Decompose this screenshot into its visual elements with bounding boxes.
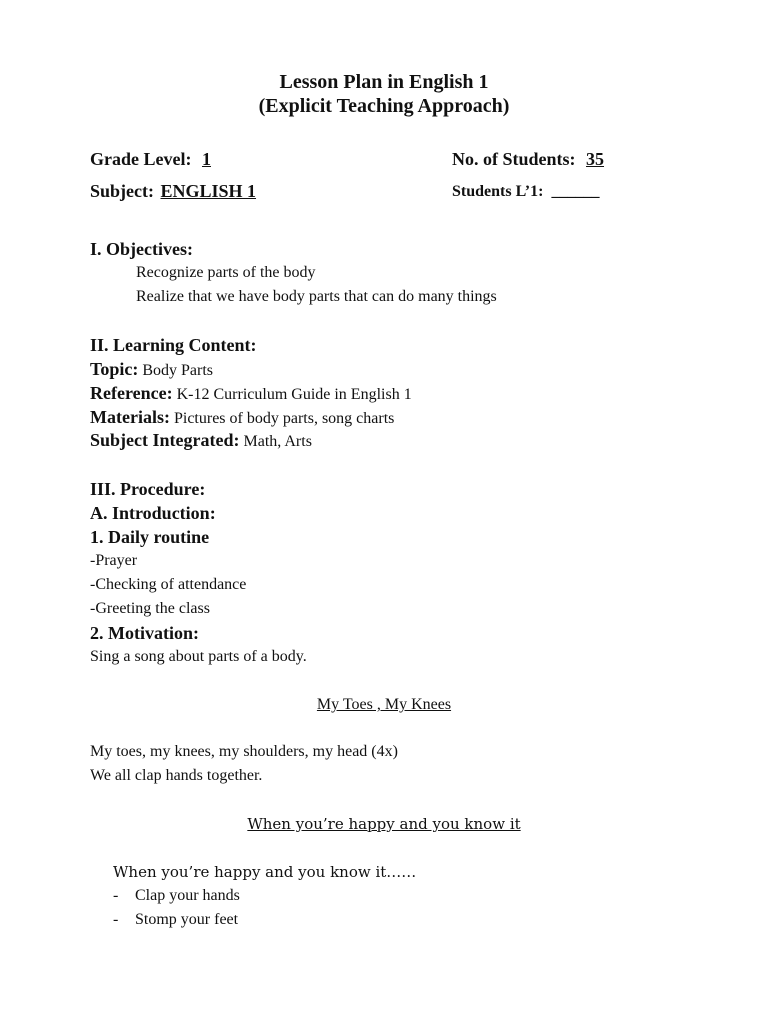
students-l1-label: Students L’1:: [452, 183, 544, 200]
reference-label: Reference:: [90, 383, 173, 403]
grade-level-label: Grade Level:: [90, 149, 192, 169]
no-of-students-row: [452, 149, 604, 169]
document-subtitle: (Explicit Teaching Approach): [258, 95, 510, 117]
subject-integrated-row: [90, 430, 312, 452]
objective-item: Recognize parts of the body: [136, 264, 316, 281]
routine-item: -Checking of attendance: [90, 576, 247, 593]
objectives-heading: I. Objectives:: [90, 239, 193, 259]
list-item: - Clap your hands: [113, 887, 240, 904]
dash-bullet: -: [113, 887, 119, 904]
document-title: Lesson Plan in English 1: [279, 71, 489, 93]
procedure-heading: III. Procedure:: [90, 479, 206, 499]
introduction-heading: A. Introduction:: [90, 503, 216, 523]
materials-row: [90, 407, 394, 429]
dash-bullet: -: [113, 911, 119, 928]
subject-integrated-label: Subject Integrated:: [90, 430, 240, 450]
song-line: My toes, my knees, my shoulders, my head (4x): [90, 743, 398, 760]
learning-content-heading: II. Learning Content:: [90, 335, 257, 355]
reference-row: [90, 383, 412, 405]
routine-item: -Prayer: [90, 552, 138, 569]
song-title: When you’re happy and you know it: [247, 815, 521, 833]
topic-value: Body Parts: [142, 362, 214, 379]
routine-item: -Greeting the class: [90, 600, 210, 617]
students-l1-value: ______: [551, 183, 600, 200]
materials-value: Pictures of body parts, song charts: [173, 410, 395, 427]
song-line: When you’re happy and you know it……: [113, 863, 417, 881]
topic-row: [90, 359, 213, 381]
grade-level-value: 1: [201, 149, 211, 169]
song-line: We all clap hands together.: [90, 767, 263, 784]
list-item: - Stomp your feet: [113, 911, 239, 928]
motivation-heading: 2. Motivation:: [90, 623, 199, 643]
materials-label: Materials:: [90, 407, 170, 427]
subject-integrated-value: Math, Arts: [243, 433, 312, 450]
no-of-students-label: No. of Students:: [452, 149, 576, 169]
daily-routine-heading: 1. Daily routine: [90, 527, 210, 547]
song-title: My Toes , My Knees: [316, 696, 452, 713]
objective-item: Realize that we have body parts that can do many things: [136, 288, 497, 305]
no-of-students-value: 35: [586, 149, 605, 169]
subject-value: ENGLISH 1: [160, 181, 257, 201]
reference-value: K-12 Curriculum Guide in English 1: [176, 386, 412, 403]
subject-label: Subject:: [90, 181, 154, 201]
motivation-text: Sing a song about parts of a body.: [90, 648, 307, 665]
students-l1-row: [452, 182, 599, 202]
topic-label: Topic:: [90, 359, 139, 379]
subject-row: [90, 181, 256, 201]
grade-level-row: [90, 149, 211, 169]
